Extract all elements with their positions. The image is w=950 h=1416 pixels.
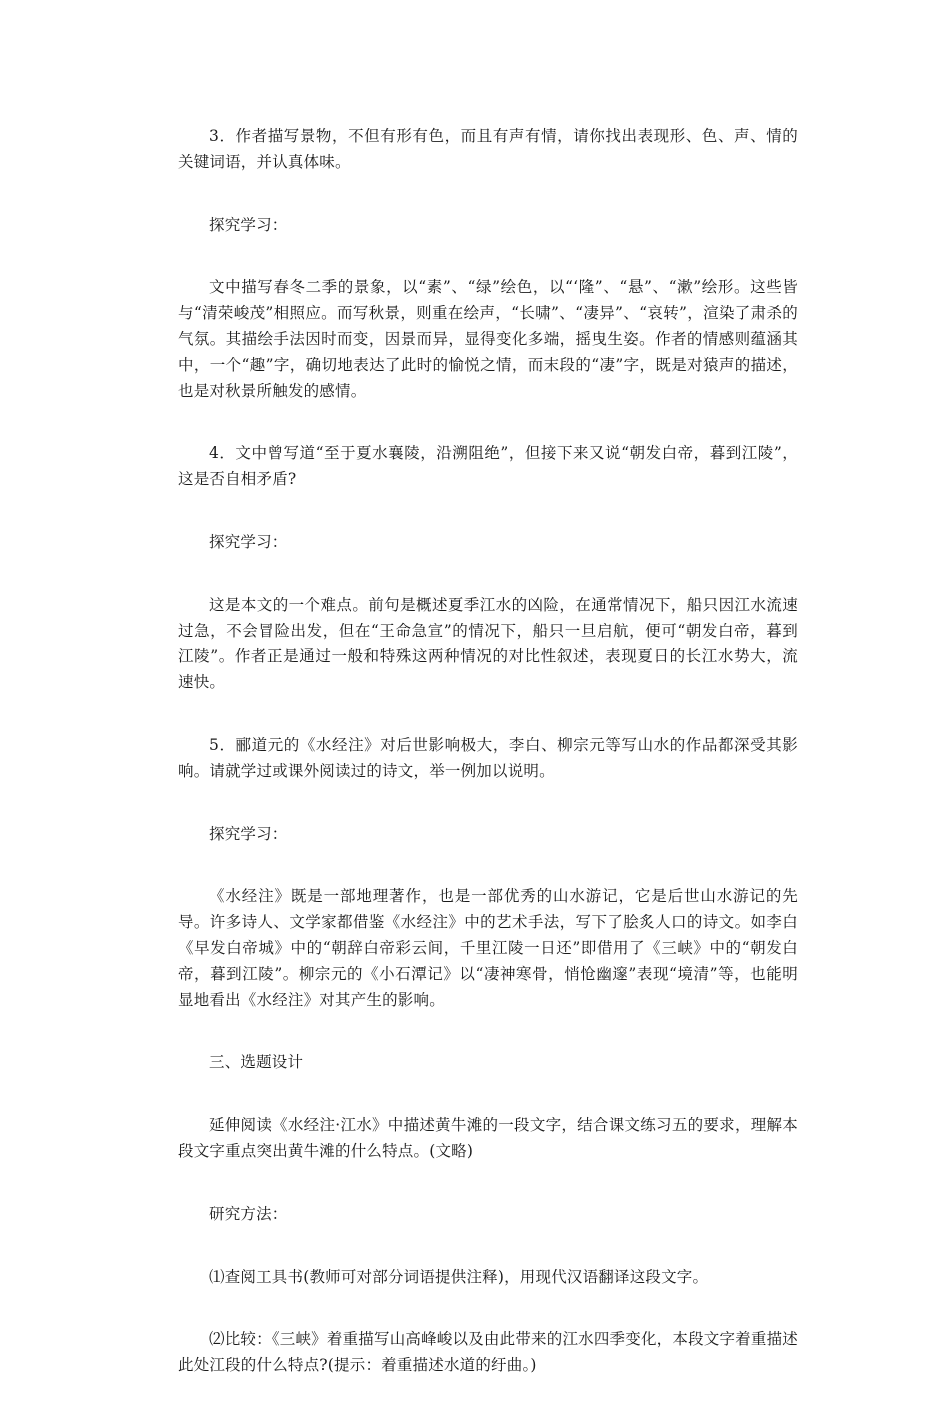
method-heading: 研究方法： bbox=[209, 1204, 288, 1223]
answer-5: 《水经注》既是一部地理著作，也是一部优秀的山水游记，它是后世山水游记的先导。许多诗人、文学家都借鉴《水经注》中的艺术手法，写下了脍炙人口的诗文。如李白《早发白帝城》中的“朝辞白帝彩云间，千里江陵一日还”即借用了《三峡》中的“朝发白帝，暮到江陵”。柳宗元的《小石潭记》以“凄神寒骨，悄怆幽邃”表现“境清”等，也能明显地看出《水经注》对其产生的影响。 bbox=[178, 887, 798, 1009]
question-5: 5．郦道元的《水经注》对后世影响极大，李白、柳宗元等写山水的作品都深受其影响。请就学过或课外阅读过的诗文，举一例加以说明。 bbox=[178, 735, 798, 780]
question-3: 3．作者描写景物，不但有形有色，而且有声有情，请你找出表现形、色、声、情的关键词语，并认真体味。 bbox=[178, 127, 798, 171]
explore-heading-3: 探究学习： bbox=[209, 824, 288, 843]
explore-heading-2: 探究学习： bbox=[209, 532, 288, 551]
document-body bbox=[178, 124, 798, 1416]
answer-4: 这是本文的一个难点。前句是概述夏季江水的凶险，在通常情况下，船只因江水流速过急，不会冒险出发，但在“王命急宣”的情况下，船只一旦启航，便可“朝发白帝，暮到江陵”。作者正是通过一般和特殊这两种情况的对比性叙述，表现夏日的长江水势大，流速快。 bbox=[178, 595, 798, 692]
extended-reading: 延伸阅读《水经注·江水》中描述黄牛滩的一段文字，结合课文练习五的要求，理解本段文字重点突出黄牛滩的什么特点。(文略) bbox=[178, 1116, 798, 1160]
method-step-2: ⑵比较：《三峡》着重描写山高峰峻以及由此带来的江水四季变化，本段文字着重描述此处江段的什么特点?(提示：着重描述水道的纡曲。) bbox=[178, 1330, 798, 1375]
question-4: 4．文中曾写道“至于夏水襄陵，沿溯阻绝”，但接下来又说“朝发白帝，暮到江陵”，这是否自相矛盾? bbox=[178, 444, 798, 489]
explore-heading-1: 探究学习： bbox=[209, 215, 288, 234]
section-heading-topic-design: 三、选题设计 bbox=[209, 1053, 304, 1072]
answer-3: 文中描写春冬二季的景象，以“素”、“绿”绘色，以“‘隆”、“悬”、“漱”绘形。这些皆与“清荣峻茂”相照应。而写秋景，则重在绘声，“长啸”、“凄异”、“哀转”，渲染了肃杀的气氛。其描绘手法因时而变，因景而异，显得变化多端，摇曳生姿。作者的情感则蕴涵其中，一个“趣”字，确切地表达了此时的愉悦之情，而末段的“凄”字，既是对猿声的描述，也是对秋景所触发的感情。 bbox=[178, 278, 798, 400]
method-step-1: ⑴查阅工具书(教师可对部分词语提供注释)，用现代汉语翻译这段文字。 bbox=[209, 1267, 709, 1286]
